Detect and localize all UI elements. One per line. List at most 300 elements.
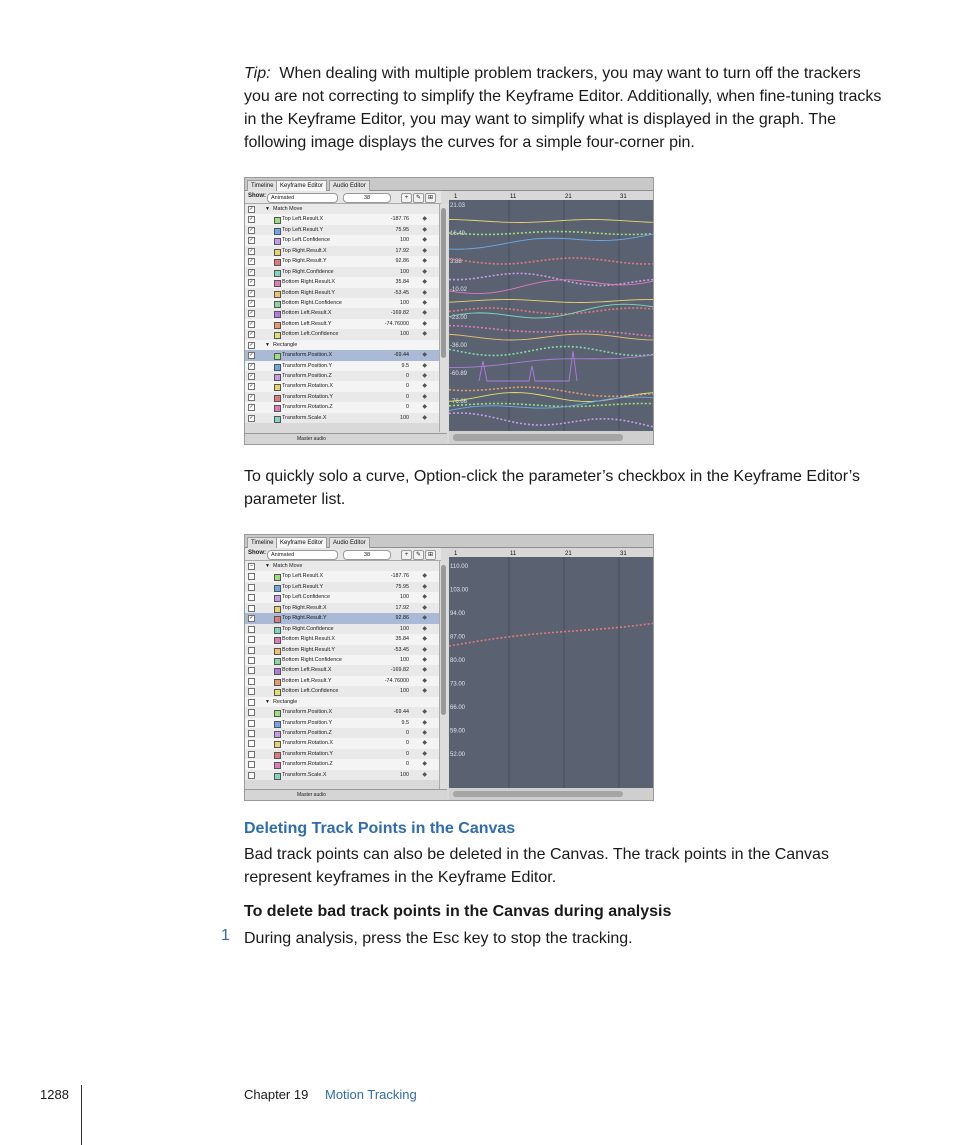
- parameter-value[interactable]: 92.86: [395, 615, 409, 622]
- parameter-value[interactable]: 100: [400, 594, 409, 601]
- parameter-value[interactable]: 9.5: [401, 362, 409, 369]
- parameter-row[interactable]: [245, 759, 439, 769]
- parameter-value[interactable]: 0: [406, 761, 409, 768]
- parameter-checkbox[interactable]: [248, 699, 255, 706]
- parameter-value[interactable]: 92.86: [395, 258, 409, 265]
- curve-color-swatch: [274, 416, 281, 423]
- parameter-checkbox[interactable]: ✓: [249, 206, 254, 212]
- value-axis-label: 103.00: [450, 587, 469, 594]
- master-audio-label: Master audio: [297, 436, 326, 442]
- parameter-name: Transform.Rotation.X: [282, 383, 334, 390]
- keyframe-diamond-icon[interactable]: ◆: [422, 352, 427, 359]
- parameter-name: Bottom Left.Result.X: [282, 310, 332, 317]
- curve-color-swatch: [274, 384, 281, 391]
- parameter-row[interactable]: [245, 665, 439, 675]
- graph-scroll-thumb[interactable]: [453, 791, 623, 797]
- scroll-thumb[interactable]: [441, 565, 446, 715]
- parameter-row[interactable]: [245, 634, 439, 644]
- parameter-checkbox[interactable]: [248, 678, 255, 685]
- parameter-checkbox[interactable]: [248, 751, 255, 758]
- page-number: 1288: [40, 1087, 69, 1102]
- parameter-checkbox[interactable]: ✓: [249, 404, 254, 411]
- parameter-checkbox[interactable]: [248, 740, 255, 747]
- parameter-row[interactable]: [245, 371, 439, 381]
- curve-color-swatch: [274, 585, 281, 592]
- curve-color-swatch: [274, 679, 281, 686]
- keyframe-diamond-icon[interactable]: ◆: [422, 331, 427, 338]
- parameter-name: Transform.Position.Y: [282, 719, 333, 726]
- parameter-checkbox[interactable]: [248, 626, 255, 633]
- keyframe-diamond-icon[interactable]: ◆: [422, 583, 427, 590]
- curve-color-swatch: [274, 270, 281, 277]
- curve-color-swatch: [274, 238, 281, 245]
- parameter-row[interactable]: [245, 603, 439, 613]
- tab-audio-editor[interactable]: Audio Editor: [329, 180, 370, 192]
- parameter-checkbox[interactable]: ✓: [249, 352, 254, 359]
- fit-icon[interactable]: ⊞: [425, 550, 436, 560]
- parameter-value[interactable]: -187.76: [390, 573, 409, 580]
- value-axis-label: -76.66: [450, 399, 468, 405]
- parameter-row[interactable]: [245, 749, 439, 759]
- ruler-mark: 1: [454, 551, 458, 557]
- keyframe-diamond-icon[interactable]: ◆: [422, 740, 427, 747]
- parameter-name: Top Right.Result.Y: [282, 615, 327, 622]
- tab-audio-editor[interactable]: Audio Editor: [329, 537, 370, 549]
- parameter-name: Transform.Position.Z: [282, 730, 332, 736]
- parameter-name: Transform.Position.Z: [282, 373, 332, 379]
- keyframe-diamond-icon[interactable]: ◆: [422, 573, 427, 580]
- step-text: During analysis, press the Esc key to stop the tracking.: [244, 930, 633, 947]
- parameter-value[interactable]: 17.92: [395, 247, 409, 254]
- disclosure-triangle-icon[interactable]: ▼: [265, 563, 270, 569]
- parameter-value[interactable]: 75.95: [395, 226, 409, 233]
- curve-color-swatch: [274, 228, 281, 235]
- keyframe-diamond-icon[interactable]: ◆: [422, 730, 427, 736]
- keyframe-diamond-icon[interactable]: ◆: [422, 362, 427, 369]
- keyframe-diamond-icon[interactable]: ◆: [422, 393, 427, 400]
- parameter-value[interactable]: 9.5: [401, 719, 409, 726]
- parameter-list: [245, 204, 439, 423]
- parameter-row[interactable]: [245, 707, 439, 717]
- parameter-checkbox[interactable]: ✓: [249, 331, 254, 338]
- keyframe-diamond-icon[interactable]: ◆: [422, 310, 427, 317]
- parameter-checkbox[interactable]: [248, 636, 255, 643]
- curve-color-swatch: [274, 249, 281, 256]
- parameter-row[interactable]: [245, 214, 439, 224]
- parameter-row[interactable]: [245, 738, 439, 748]
- parameter-row[interactable]: [245, 381, 439, 391]
- parameter-name: Transform.Position.X: [282, 709, 333, 716]
- curve-graph-svg: [449, 548, 653, 800]
- value-axis-label: -60.89: [450, 371, 468, 377]
- parameter-row[interactable]: [245, 256, 439, 266]
- curve-color-swatch: [274, 364, 281, 371]
- keyframe-diamond-icon[interactable]: ◆: [422, 216, 427, 223]
- show-label: Show:: [248, 193, 266, 199]
- parameter-value[interactable]: 0: [406, 373, 409, 379]
- master-audio-label: Master audio: [297, 792, 326, 798]
- curve-color-swatch: [274, 721, 281, 728]
- tip-text: When dealing with multiple problem trackers, you may want to turn off the trackers you are not correcting to simplify the Keyframe Editor. Additionally, when fine-tuning tracks in the Keyframe Editor, you may want to simplify what is displayed in the graph. The following image displays the curves for a simple four-corner pin.: [244, 65, 882, 151]
- parameter-value[interactable]: 100: [400, 688, 409, 695]
- curve-color-swatch: [274, 616, 281, 623]
- parameter-group-row[interactable]: [245, 561, 439, 571]
- ruler-mark: 21: [565, 551, 572, 557]
- parameter-checkbox[interactable]: ✓: [249, 247, 254, 254]
- section-paragraph: Bad track points can also be deleted in the Canvas. The track points in the Canvas represent keyframes in the Keyframe Editor.: [244, 846, 829, 886]
- parameter-checkbox[interactable]: ✓: [249, 237, 254, 244]
- keyframe-diamond-icon[interactable]: ◆: [422, 709, 427, 716]
- curve-color-swatch: [274, 395, 281, 402]
- parameter-row[interactable]: [245, 235, 439, 245]
- parameter-name: Bottom Right.Result.Y: [282, 646, 336, 653]
- parameter-row[interactable]: [245, 267, 439, 277]
- parameter-row[interactable]: [245, 361, 439, 371]
- value-axis-label: -10.02: [450, 287, 468, 293]
- parameter-row[interactable]: [245, 225, 439, 235]
- keyframe-diamond-icon[interactable]: ◆: [422, 594, 427, 601]
- parameter-name: Bottom Left.Result.Y: [282, 677, 332, 684]
- keyframe-diamond-icon[interactable]: ◆: [422, 656, 427, 663]
- ruler-mark: 11: [510, 551, 517, 557]
- parameter-checkbox[interactable]: ✓: [249, 226, 254, 233]
- parameter-row[interactable]: [245, 592, 439, 602]
- parameter-group-name: Rectangle: [273, 698, 298, 705]
- tip-lead: Tip:: [244, 65, 271, 82]
- parameter-group-row[interactable]: [245, 697, 439, 707]
- parameter-checkbox[interactable]: [248, 573, 255, 580]
- parameter-checkbox[interactable]: ✓: [249, 615, 254, 622]
- step-number: 1: [221, 927, 230, 944]
- tab-keyframe-editor[interactable]: Keyframe Editor: [276, 180, 327, 192]
- keyframe-toolbar: [245, 191, 441, 204]
- keyframe-diamond-icon[interactable]: ◆: [422, 414, 427, 421]
- curve-graph-svg: [449, 191, 653, 444]
- value-axis-label: 16.49: [450, 231, 466, 237]
- parameter-value[interactable]: 0: [406, 404, 409, 411]
- parameter-value[interactable]: 35.84: [395, 636, 409, 643]
- parameter-checkbox[interactable]: [248, 605, 255, 612]
- value-axis-label: 110.00: [450, 564, 468, 570]
- keyframe-diamond-icon[interactable]: ◆: [422, 268, 427, 275]
- show-popup[interactable]: Animated: [267, 550, 338, 560]
- keyframe-diamond-icon[interactable]: ◆: [422, 289, 427, 296]
- parameter-name: Bottom Left.Confidence: [282, 331, 339, 338]
- parameter-checkbox[interactable]: [248, 657, 255, 664]
- parameter-group-row[interactable]: [245, 340, 439, 350]
- parameter-checkbox[interactable]: [248, 761, 255, 768]
- keyframe-toolbar: [245, 548, 441, 561]
- parameter-name: Top Right.Result.Y: [282, 258, 327, 265]
- fit-icon[interactable]: ⊞: [425, 193, 436, 203]
- parameter-row[interactable]: [245, 728, 439, 738]
- graph-background: [449, 548, 653, 800]
- curve-color-swatch: [274, 595, 281, 602]
- parameter-row[interactable]: [245, 392, 439, 402]
- parameter-name: Bottom Right.Result.X: [282, 636, 336, 643]
- parameter-row[interactable]: [245, 645, 439, 655]
- frame-stepper[interactable]: 38: [343, 193, 391, 203]
- keyframe-diamond-icon[interactable]: ◆: [422, 636, 427, 643]
- parameter-value[interactable]: -53.45: [393, 646, 409, 653]
- parameter-value[interactable]: -187.76: [390, 216, 409, 223]
- parameter-checkbox[interactable]: ✓: [249, 320, 254, 327]
- parameter-value[interactable]: 0: [406, 393, 409, 400]
- footer-chapter: Chapter 19: [244, 1087, 309, 1102]
- parameter-value[interactable]: 100: [400, 268, 409, 275]
- tab-keyframe-editor[interactable]: Keyframe Editor: [276, 537, 327, 549]
- keyframe-diamond-icon[interactable]: ◆: [422, 750, 427, 757]
- bottom-controls: [245, 433, 447, 444]
- parameter-value[interactable]: -74.76000: [384, 320, 409, 327]
- parameter-name: Top Left.Result.X: [282, 573, 324, 580]
- pen-icon[interactable]: ✎: [413, 193, 424, 203]
- section-heading: Deleting Track Points in the Canvas: [244, 820, 516, 837]
- curve-color-swatch: [274, 752, 281, 759]
- add-icon[interactable]: +: [401, 550, 412, 560]
- parameter-group-row[interactable]: [245, 204, 439, 214]
- curve-color-swatch: [274, 374, 281, 381]
- parameter-row[interactable]: [245, 770, 439, 780]
- parameter-value[interactable]: 0: [406, 740, 409, 747]
- parameter-value[interactable]: 17.92: [395, 604, 409, 611]
- curve-color-swatch: [274, 353, 281, 360]
- parameter-name: Top Right.Confidence: [282, 625, 334, 632]
- curve-color-swatch: [274, 405, 281, 412]
- curve-color-swatch: [274, 741, 281, 748]
- keyframe-diamond-icon[interactable]: ◆: [422, 320, 427, 327]
- bottom-controls: [245, 789, 447, 800]
- curve-color-swatch: [274, 217, 281, 224]
- value-axis-label: 73.00: [450, 681, 466, 688]
- parameter-name: Top Right.Result.X: [282, 247, 327, 254]
- tip-paragraph: [244, 62, 884, 154]
- ruler-mark: 11: [510, 194, 517, 200]
- parameter-row[interactable]: [245, 718, 439, 728]
- keyframe-diamond-icon[interactable]: ◆: [422, 761, 427, 768]
- parameter-checkbox[interactable]: [248, 688, 255, 695]
- parameter-name: Top Left.Result.Y: [282, 226, 324, 233]
- ruler-mark: 31: [620, 194, 627, 200]
- keyframe-diamond-icon[interactable]: ◆: [422, 646, 427, 653]
- parameter-checkbox[interactable]: ✓: [249, 373, 254, 379]
- parameter-checkbox[interactable]: [248, 647, 255, 654]
- parameter-checkbox[interactable]: –: [248, 563, 255, 570]
- keyframe-diamond-icon[interactable]: ◆: [422, 247, 427, 254]
- parameter-row[interactable]: [245, 413, 439, 423]
- value-axis-label: 80.00: [450, 658, 466, 664]
- parameter-value[interactable]: -69.44: [393, 709, 409, 716]
- parameter-value[interactable]: -53.45: [393, 289, 409, 296]
- parameter-row[interactable]: [245, 686, 439, 696]
- parameter-name: Transform.Scale.X: [282, 414, 327, 421]
- parameter-group-name: Match Move: [273, 563, 303, 569]
- keyframe-editor-screenshot-solo-curve: [244, 534, 654, 801]
- parameter-name: Top Right.Confidence: [282, 268, 334, 275]
- parameter-name: Top Left.Confidence: [282, 594, 330, 601]
- parameter-row[interactable]: [245, 350, 439, 360]
- parameter-value[interactable]: 100: [400, 299, 409, 306]
- curve-color-swatch: [274, 710, 281, 717]
- parameter-value[interactable]: -69.44: [393, 352, 409, 359]
- keyframe-diamond-icon[interactable]: ◆: [422, 404, 427, 411]
- tab-bar: [245, 178, 653, 191]
- ruler-mark: 31: [620, 551, 627, 557]
- tab-timeline[interactable]: Timeline: [247, 537, 277, 549]
- parameter-row[interactable]: [245, 308, 439, 318]
- value-axis-label: 21.03: [450, 203, 466, 209]
- curve-graph[interactable]: [449, 191, 653, 444]
- keyframe-diamond-icon[interactable]: ◆: [422, 604, 427, 611]
- keyframe-diamond-icon[interactable]: ◆: [422, 373, 427, 379]
- keyframe-diamond-icon[interactable]: ◆: [422, 719, 427, 726]
- curve-color-swatch: [274, 606, 281, 613]
- parameter-group-name: Match Move: [273, 206, 303, 212]
- value-axis-label: 3.88: [450, 259, 462, 265]
- parameter-checkbox[interactable]: ✓: [249, 310, 254, 317]
- parameter-value[interactable]: 100: [400, 237, 409, 244]
- keyframe-diamond-icon[interactable]: ◆: [422, 677, 427, 684]
- keyframe-diamond-icon[interactable]: ◆: [422, 279, 427, 286]
- parameter-row[interactable]: [245, 624, 439, 634]
- parameter-name: Bottom Right.Confidence: [282, 299, 342, 306]
- keyframe-editor-screenshot-all-curves: [244, 177, 654, 445]
- parameter-name: Transform.Rotation.Z: [282, 404, 333, 411]
- parameter-name: Transform.Scale.X: [282, 771, 327, 778]
- parameter-checkbox[interactable]: [248, 709, 255, 716]
- parameter-value[interactable]: 0: [406, 383, 409, 390]
- parameter-row[interactable]: [245, 571, 439, 581]
- parameter-scrollbar[interactable]: [439, 204, 448, 432]
- parameter-row[interactable]: [245, 277, 439, 287]
- parameter-checkbox[interactable]: ✓: [249, 341, 254, 348]
- curve-color-swatch: [274, 322, 281, 329]
- parameter-name: Bottom Left.Confidence: [282, 688, 339, 695]
- curve-color-swatch: [274, 762, 281, 769]
- parameter-checkbox[interactable]: ✓: [249, 279, 254, 286]
- parameter-checkbox[interactable]: [248, 594, 255, 601]
- parameter-row[interactable]: [245, 402, 439, 412]
- curve-color-swatch: [274, 291, 281, 298]
- parameter-checkbox[interactable]: ✓: [249, 289, 254, 296]
- parameter-checkbox[interactable]: ✓: [249, 299, 254, 306]
- pen-icon[interactable]: ✎: [413, 550, 424, 560]
- add-icon[interactable]: +: [401, 193, 412, 203]
- frame-stepper[interactable]: 38: [343, 550, 391, 560]
- parameter-value[interactable]: 100: [400, 625, 409, 632]
- keyframe-diamond-icon[interactable]: ◆: [422, 615, 427, 622]
- parameter-row[interactable]: [245, 246, 439, 256]
- parameter-checkbox[interactable]: ✓: [249, 383, 254, 390]
- footer-section: Motion Tracking: [325, 1087, 417, 1102]
- keyframe-diamond-icon[interactable]: ◆: [422, 258, 427, 265]
- parameter-name: Transform.Rotation.Y: [282, 393, 334, 400]
- keyframe-diamond-icon[interactable]: ◆: [422, 226, 427, 233]
- parameter-name: Transform.Rotation.Z: [282, 761, 333, 768]
- parameter-checkbox[interactable]: ✓: [249, 393, 254, 400]
- parameter-value[interactable]: -169.82: [390, 310, 409, 317]
- tab-timeline[interactable]: Timeline: [247, 180, 277, 192]
- value-axis-label: 66.00: [450, 705, 466, 711]
- parameter-value[interactable]: 75.95: [395, 583, 409, 590]
- parameter-row[interactable]: [245, 288, 439, 298]
- disclosure-triangle-icon[interactable]: ▼: [265, 341, 270, 348]
- value-axis-label: 87.00: [450, 634, 466, 641]
- curve-color-swatch: [274, 773, 281, 780]
- parameter-row[interactable]: [245, 613, 439, 623]
- parameter-checkbox[interactable]: ✓: [249, 268, 254, 275]
- parameter-value[interactable]: 100: [400, 656, 409, 663]
- show-label: Show:: [248, 550, 266, 556]
- parameter-value[interactable]: 100: [400, 771, 409, 778]
- graph-scroll-thumb[interactable]: [453, 434, 623, 441]
- parameter-value[interactable]: 35.84: [395, 279, 409, 286]
- disclosure-triangle-icon[interactable]: ▼: [265, 698, 270, 705]
- parameter-value[interactable]: 100: [400, 414, 409, 421]
- curve-color-swatch: [274, 648, 281, 655]
- keyframe-diamond-icon[interactable]: ◆: [422, 688, 427, 695]
- curve-color-swatch: [274, 689, 281, 696]
- parameter-row[interactable]: [245, 329, 439, 339]
- keyframe-diamond-icon[interactable]: ◆: [422, 625, 427, 632]
- scroll-thumb[interactable]: [441, 208, 446, 358]
- curve-color-swatch: [274, 311, 281, 318]
- parameter-name: Bottom Right.Confidence: [282, 656, 342, 663]
- parameter-checkbox[interactable]: [248, 772, 255, 779]
- parameter-checkbox[interactable]: ✓: [249, 216, 254, 223]
- curve-color-swatch: [274, 658, 281, 665]
- parameter-checkbox[interactable]: ✓: [249, 414, 254, 421]
- parameter-group-name: Rectangle: [273, 341, 298, 348]
- parameter-name: Transform.Rotation.X: [282, 740, 334, 747]
- parameter-value[interactable]: -74.76000: [384, 677, 409, 684]
- parameter-name: Bottom Left.Result.X: [282, 667, 332, 674]
- parameter-checkbox[interactable]: [248, 584, 255, 591]
- parameter-row[interactable]: [245, 298, 439, 308]
- value-axis-label: -23.00: [450, 315, 468, 321]
- parameter-row[interactable]: [245, 655, 439, 665]
- parameter-name: Transform.Position.X: [282, 352, 333, 359]
- parameter-value[interactable]: 100: [400, 331, 409, 338]
- parameter-checkbox[interactable]: [248, 730, 255, 737]
- parameter-value[interactable]: -169.82: [390, 667, 409, 674]
- keyframe-diamond-icon[interactable]: ◆: [422, 667, 427, 674]
- parameter-checkbox[interactable]: [248, 720, 255, 727]
- show-popup[interactable]: Animated: [267, 193, 338, 203]
- keyframe-diamond-icon[interactable]: ◆: [422, 237, 427, 244]
- parameter-value[interactable]: 0: [406, 750, 409, 757]
- parameter-checkbox[interactable]: [248, 667, 255, 674]
- value-axis-label: 59.00: [450, 728, 466, 735]
- parameter-checkbox[interactable]: ✓: [249, 258, 254, 265]
- disclosure-triangle-icon[interactable]: ▼: [265, 206, 270, 212]
- parameter-name: Top Left.Result.X: [282, 216, 324, 223]
- curve-graph[interactable]: [449, 548, 653, 800]
- parameter-value[interactable]: 0: [406, 730, 409, 736]
- keyframe-diamond-icon[interactable]: ◆: [422, 299, 427, 306]
- parameter-checkbox[interactable]: ✓: [249, 362, 254, 369]
- keyframe-diamond-icon[interactable]: ◆: [422, 771, 427, 778]
- parameter-name: Top Right.Result.X: [282, 604, 327, 611]
- parameter-row[interactable]: [245, 582, 439, 592]
- solo-paragraph: To quickly solo a curve, Option-click the parameter’s checkbox in the Keyframe Editor’s parameter list.: [244, 468, 860, 508]
- parameter-scrollbar[interactable]: [439, 561, 448, 789]
- parameter-row[interactable]: [245, 319, 439, 329]
- parameter-name: Bottom Left.Result.Y: [282, 320, 332, 327]
- parameter-row[interactable]: [245, 676, 439, 686]
- curve-color-swatch: [274, 574, 281, 581]
- keyframe-diamond-icon[interactable]: ◆: [422, 383, 427, 390]
